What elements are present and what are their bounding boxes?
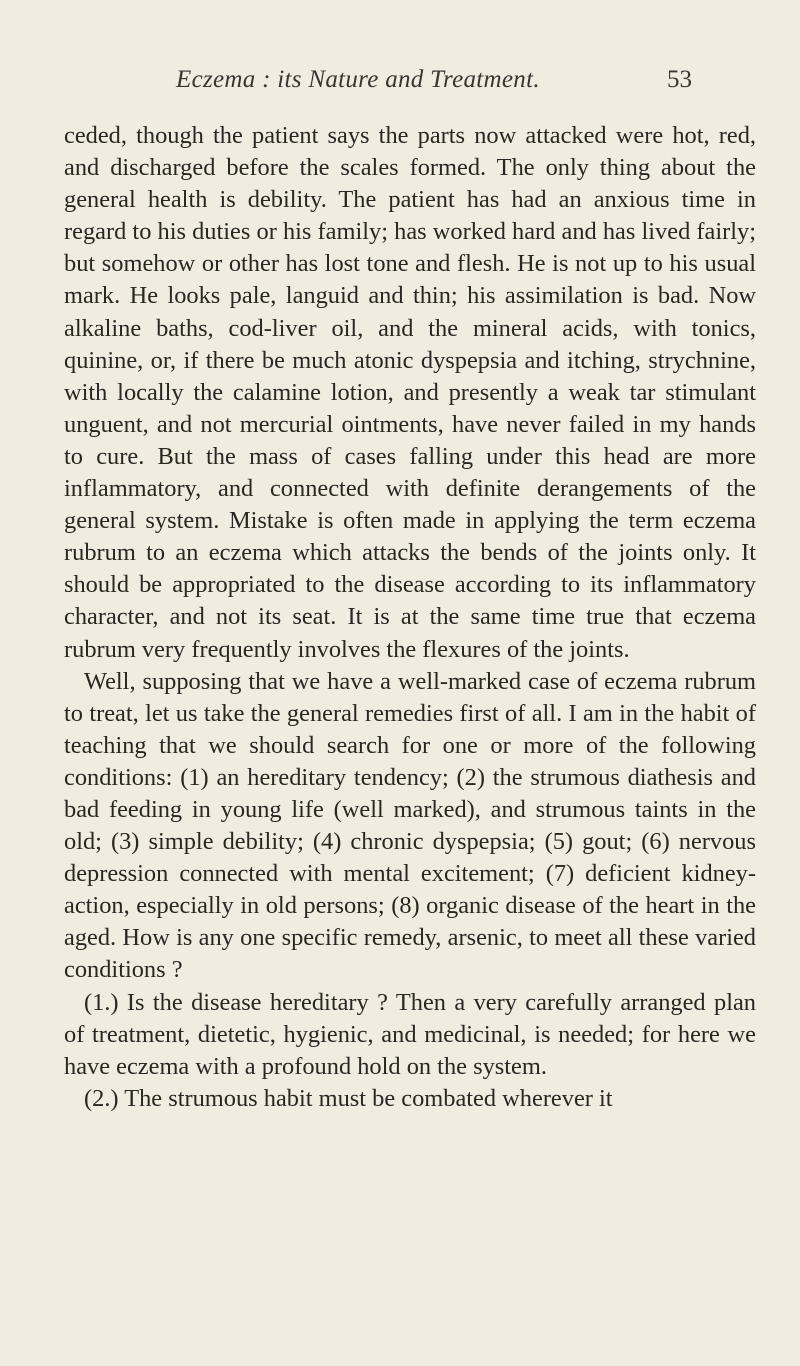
paragraph: Well, supposing that we have a well-marked case of eczema rubrum to treat, let us take the general remedies first of all. I am in the habit of teaching that we should search for one or more of the following conditions: (1) an hereditary tendency; (2) the strumous diathesis and bad feeding in young life (well marked), and strumous taints in the old; (3) simple debility; (4) chronic dyspepsia; (5) gout; (6) nervous depression connected with mental excitement; (7) deficient kidney-action, especially in old persons; (8) organic disease of the heart in the aged. How is any one specific remedy, arsenic, to meet all these varied conditions ? — [64, 667, 756, 984]
paragraph: (2.) The strumous habit must be combated wherever it — [84, 1084, 613, 1112]
running-title: Eczema : its Nature and Treatment. — [176, 66, 540, 93]
paragraph: ceded, though the patient says the parts now attacked were hot, red, and discharged before the scales formed. The only thing about the general health is debility. The patient has had an anxious time in regard to his duties or his family; has worked hard and has lived fairly; but somehow or other has lost tone and flesh. He is not up to his usual mark. He looks pale, languid and thin; his assimilation is bad. Now alkaline baths, cod-liver oil, and the mineral acids, with tonics, quinine, or, if there be much atonic dyspepsia and itching, strychnine, with locally the calamine lotion, and presently a weak tar stimulant unguent, and not mercurial ointments, have never failed in my hands to cure. But the mass of cases falling under this head are more inflammatory, and connected with definite derangements of the general system. Mistake is often made in applying the term eczema rubrum to an eczema which attacks the bends of the joints only. It should be appropriated to the disease according to its inflammatory character, and not its seat. It is at the same time true that eczema rubrum very frequently involves the flexures of the joints. — [64, 122, 756, 663]
running-head — [122, 66, 692, 102]
body-text — [64, 120, 756, 1115]
paragraph: (1.) Is the disease hereditary ? Then a very carefully arranged plan of treatment, dietetic, hygienic, and medicinal, is needed; for here we have eczema with a profound hold on the system. — [64, 988, 756, 1080]
page-number: 53 — [667, 66, 692, 93]
